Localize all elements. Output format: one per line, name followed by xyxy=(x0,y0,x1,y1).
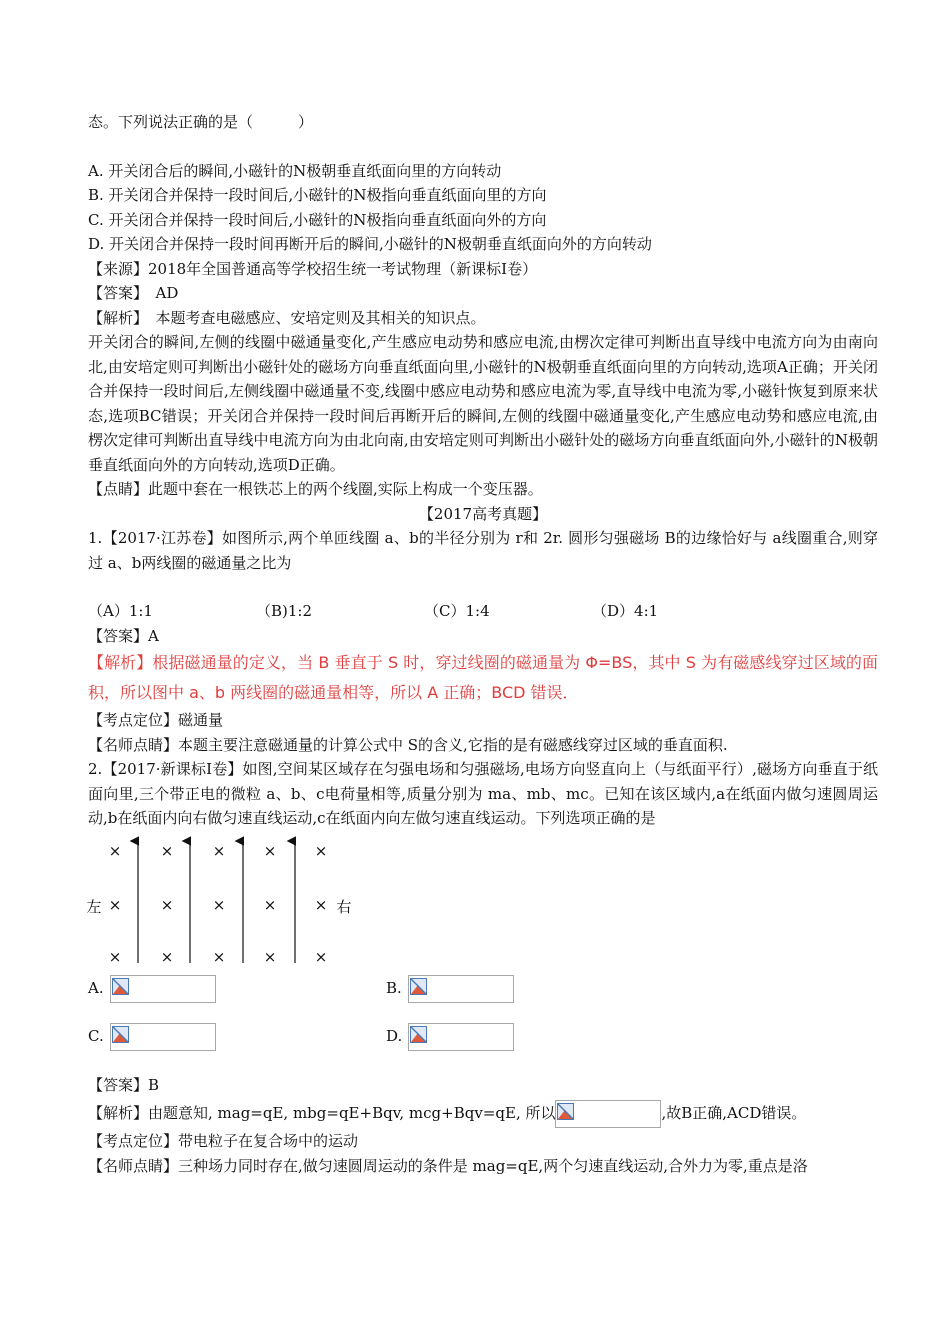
q0-option-a: A. 开关闭合后的瞬间,小磁针的N极朝垂直纸面向里的方向转动 xyxy=(88,161,502,180)
b-field-cross: × xyxy=(314,895,328,914)
field-diagram xyxy=(88,835,878,967)
q0-option-b: B. 开关闭合并保持一段时间后,小磁针的N极指向垂直纸面向里的方向 xyxy=(88,186,547,204)
q0-source: 【来源】2018年全国普通高等学校招生统一考试物理（新课标Ⅰ卷） xyxy=(88,259,538,278)
q2-option-d-label: D. xyxy=(386,1027,403,1046)
q1-tip: 【名师点睛】本题主要注意磁通量的计算公式中 S的含义,它指的是有磁感线穿过区域的垂直面积. xyxy=(88,735,728,754)
q2-option-d-image xyxy=(408,1023,514,1051)
broken-image-icon xyxy=(112,978,129,995)
q2-analysis xyxy=(88,1097,878,1129)
q2-option-c-image xyxy=(110,1023,216,1051)
q2-option-b[interactable] xyxy=(386,975,514,1003)
b-field-cross: × xyxy=(314,947,328,966)
q2-answer: 【答案】B xyxy=(88,1075,160,1094)
q1-options xyxy=(88,599,878,624)
q1-answer: 【答案】A xyxy=(88,626,159,645)
b-field-cross: × xyxy=(212,895,226,914)
b-field-cross: × xyxy=(160,947,174,966)
broken-image-icon xyxy=(410,1026,427,1043)
q1-option-c: （C）1:4 xyxy=(424,602,490,620)
q1-knowledge-point: 【考点定位】磁通量 xyxy=(88,711,224,729)
q0-analysis-head: 【解析】 本题考查电磁感应、安培定则及其相关的知识点。 xyxy=(88,308,486,327)
q1-option-d: （D）4:1 xyxy=(592,602,659,620)
section-title: 【2017高考真题】 xyxy=(418,504,548,523)
q0-option-d: D. 开关闭合并保持一段时间再断开后的瞬间,小磁针的N极朝垂直纸面向外的方向转动 xyxy=(88,235,652,253)
q1-analysis: 【解析】根据磁通量的定义，当 B 垂直于 S 时，穿过线圈的磁通量为 Φ=BS，其中 S 为有磁感线穿过区域的面积，所以图中 a、b 两线圈的磁通量相等，所以 A 正确；BCD 错误． xyxy=(88,653,878,702)
broken-image-icon xyxy=(112,1026,129,1043)
document-page xyxy=(88,110,878,1178)
b-field-cross: × xyxy=(314,841,328,860)
b-field-cross: × xyxy=(212,841,226,860)
q0-answer: 【答案】 AD xyxy=(88,284,179,302)
q2-option-a[interactable] xyxy=(88,975,216,1003)
q0-option-c: C. 开关闭合并保持一段时间后,小磁针的N极指向垂直纸面向外的方向 xyxy=(88,210,547,229)
q0-analysis-body: 开关闭合的瞬间,左侧的线圈中磁通量变化,产生感应电动势和感应电流,由楞次定律可判断出直导线中电流方向为由南向北,由安培定则可判断出小磁针处的磁场方向垂直纸面向里,小磁针的N极朝垂直纸面向里的方向转动,选项A正确；开关闭合并保持一段时间后,左侧线圈中磁通量不变,线圈中感应电动势和感应电流为零,直导线中电流为零,小磁针恢复到原来状态,选项BC错误；开关闭合并保持一段时间后再断开后的瞬间,左侧的线圈中磁通量变化,产生感应电动势和感应电流,由楞次定律可判断出直导线中电流方向为由北向南,由安培定则可判断出小磁针处的磁场方向垂直纸面向外,小磁针的N极朝垂直纸面向外的方向转动,选项D正确。 xyxy=(88,333,878,474)
q2-stem: 2.【2017·新课标Ⅰ卷】如图,空间某区域存在匀强电场和匀强磁场,电场方向竖直向上（与纸面平行）,磁场方向垂直于纸面向里,三个带正电的微粒 a、b、c电荷量相等,质量分别为 ma、mb、mc。已知在该区域内,a在纸面内做匀速圆周运动,b在纸面内向右做匀速直线运动,c在纸面内向左做匀速直线运动。下列选项正确的是 xyxy=(88,760,878,827)
q0-tip: 【点睛】此题中套在一根铁芯上的两个线圈,实际上构成一个变压器。 xyxy=(88,480,543,498)
b-field-cross: × xyxy=(263,947,277,966)
b-field-cross: × xyxy=(108,947,122,966)
b-field-cross: × xyxy=(263,841,277,860)
q1-stem: 1.【2017·江苏卷】如图所示,两个单匝线圈 a、b的半径分别为 r和 2r. 圆形匀强磁场 B的边缘恰好与 a线圈重合,则穿过 a、b两线圈的磁通量之比为 xyxy=(88,529,878,572)
q1-option-a: （A）1:1 xyxy=(88,602,153,620)
q2-knowledge-point: 【考点定位】带电粒子在复合场中的运动 xyxy=(88,1132,359,1150)
q2-option-b-image xyxy=(408,975,514,1003)
b-field-cross: × xyxy=(160,895,174,914)
q2-tip: 【名师点睛】三种场力同时存在,做匀速圆周运动的条件是 mag=qE,两个匀速直线运动,合外力为零,重点是洛 xyxy=(88,1156,808,1175)
q2-option-b-label: B. xyxy=(386,979,402,998)
q2-analysis-pre: 【解析】由题意知, mag=qE, mbg=qE+Bqv, mcg+Bqv=qE, 所以 xyxy=(88,1104,556,1122)
q2-options-row-1 xyxy=(88,967,878,1015)
b-field-cross: × xyxy=(108,895,122,914)
q2-options-row-2 xyxy=(88,1015,878,1063)
q2-option-a-image xyxy=(110,975,216,1003)
right-label: 右 xyxy=(336,897,352,916)
b-field-cross: × xyxy=(212,947,226,966)
intro-line: 态。下列说法正确的是（ ） xyxy=(88,113,314,131)
q2-option-c[interactable] xyxy=(88,1023,216,1051)
b-field-cross: × xyxy=(160,841,174,860)
b-field-cross: × xyxy=(263,895,277,914)
q2-analysis-post: ,故B正确,ACD错误。 xyxy=(661,1104,807,1122)
b-field-cross: × xyxy=(108,841,122,860)
q1-option-b: （B)1:2 xyxy=(256,602,313,620)
q2-option-c-label: C. xyxy=(88,1027,104,1046)
left-label: 左 xyxy=(86,897,102,916)
q2-option-a-label: A. xyxy=(88,979,104,998)
broken-image-icon xyxy=(410,978,427,995)
broken-image-icon xyxy=(557,1103,574,1120)
q2-analysis-formula-image xyxy=(555,1100,661,1128)
q2-option-d[interactable] xyxy=(386,1023,514,1051)
